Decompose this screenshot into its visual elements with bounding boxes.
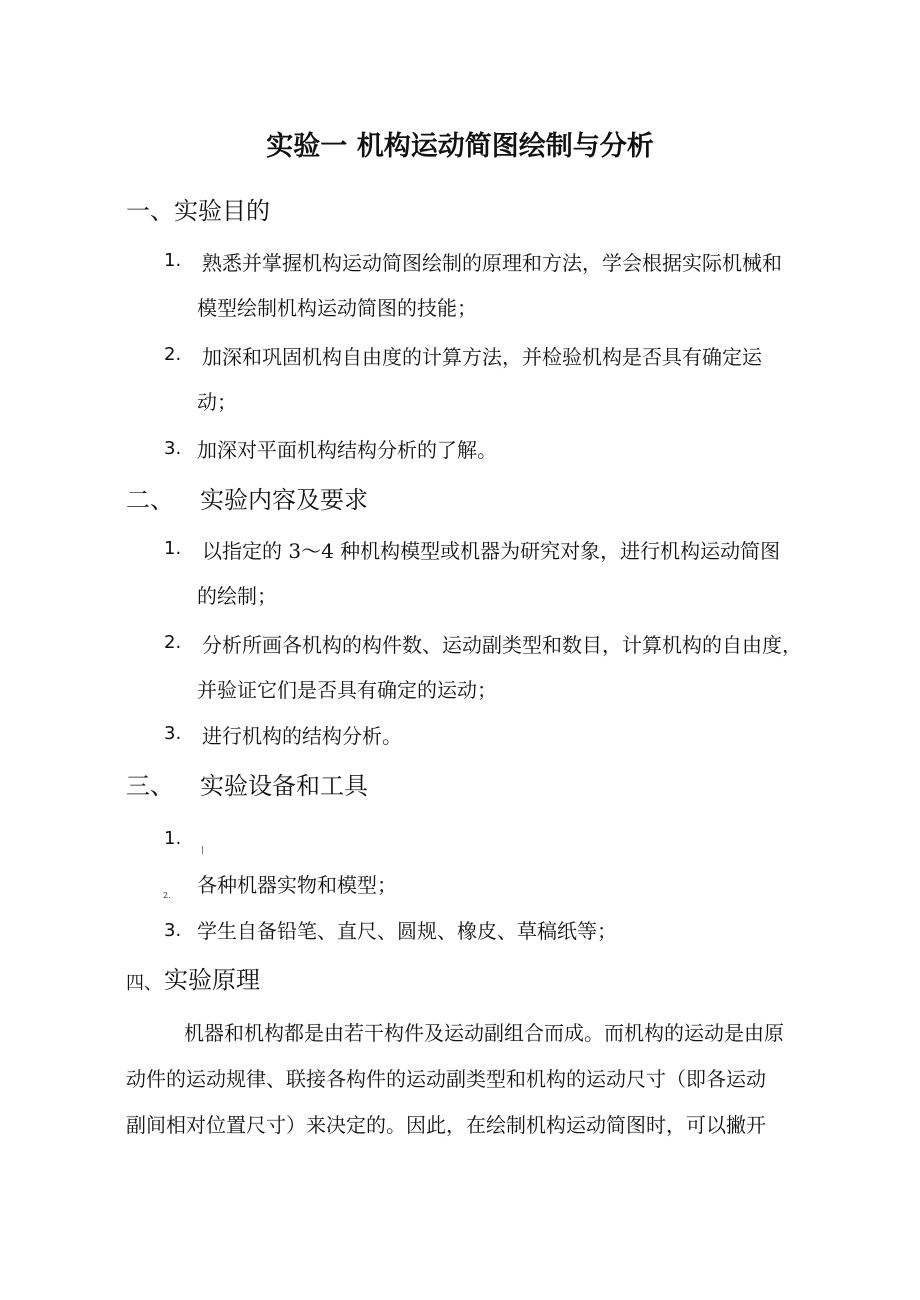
list-item-text: 加深对平面机构结构分析的了解。 [197,438,497,462]
list-item-text: 熟悉并掌握机构运动简图绘制的原理和方法，学会根据实际机械和 [202,251,782,275]
paragraph-line: 机器和机构都是由若干构件及运动副组合而成。而机构的运动是由原 [184,1021,784,1045]
stray-mark [202,846,203,854]
list-item-text: 以指定的 3～4 种机构模型或机器为研究对象，进行机构运动简图 [202,539,781,563]
list-item-number: 2. [164,344,182,365]
section-heading-objectives: 一、实验目的 [126,197,270,225]
list-item-text-continued: 并验证它们是否具有确定的运动； [197,678,497,702]
section-heading-number: 三、 [126,772,174,800]
list-item-number: 3. [164,438,182,459]
paragraph-line: 副间相对位置尺寸）来决定的。因此，在绘制机构运动简图时，可以撇开 [126,1113,766,1137]
paragraph-line: 动件的运动规律、联接各构件的运动副类型和机构的运动尺寸（即各运动 [126,1067,766,1091]
list-item-number: 3. [164,723,182,744]
list-item-number: 1. [164,250,182,271]
list-item-text: 学生自备铅笔、直尺、圆规、橡皮、草稿纸等； [197,919,617,943]
list-item-text: 进行机构的结构分析。 [202,724,402,748]
section-heading-principle: 实验原理 [164,966,260,994]
list-item-number: 1. [164,538,182,559]
list-item-text-continued: 的绘制； [197,584,277,608]
list-item-number: 3. [164,920,182,941]
section-heading-number: 二、 [126,486,174,514]
list-item-text: 各种机器实物和模型； [197,873,397,897]
list-item-text-continued: 动； [197,390,237,414]
list-item-number: 1. [164,828,182,849]
list-item-number: 2. [164,632,182,653]
section-heading-equipment-tools: 实验设备和工具 [200,772,368,800]
list-item-text: 加深和巩固机构自由度的计算方法，并检验机构是否具有确定运 [202,345,762,369]
list-item-text-continued: 模型绘制机构运动简图的技能； [197,296,477,320]
list-item-number-small: 2. [163,891,171,900]
section-heading-content-requirements: 实验内容及要求 [200,486,368,514]
section-heading-number: 四、 [126,973,162,994]
list-item-text: 分析所画各机构的构件数、运动副类型和数目，计算机构的自由度， [202,633,802,657]
page-title: 实验一 机构运动简图绘制与分析 [266,131,654,162]
